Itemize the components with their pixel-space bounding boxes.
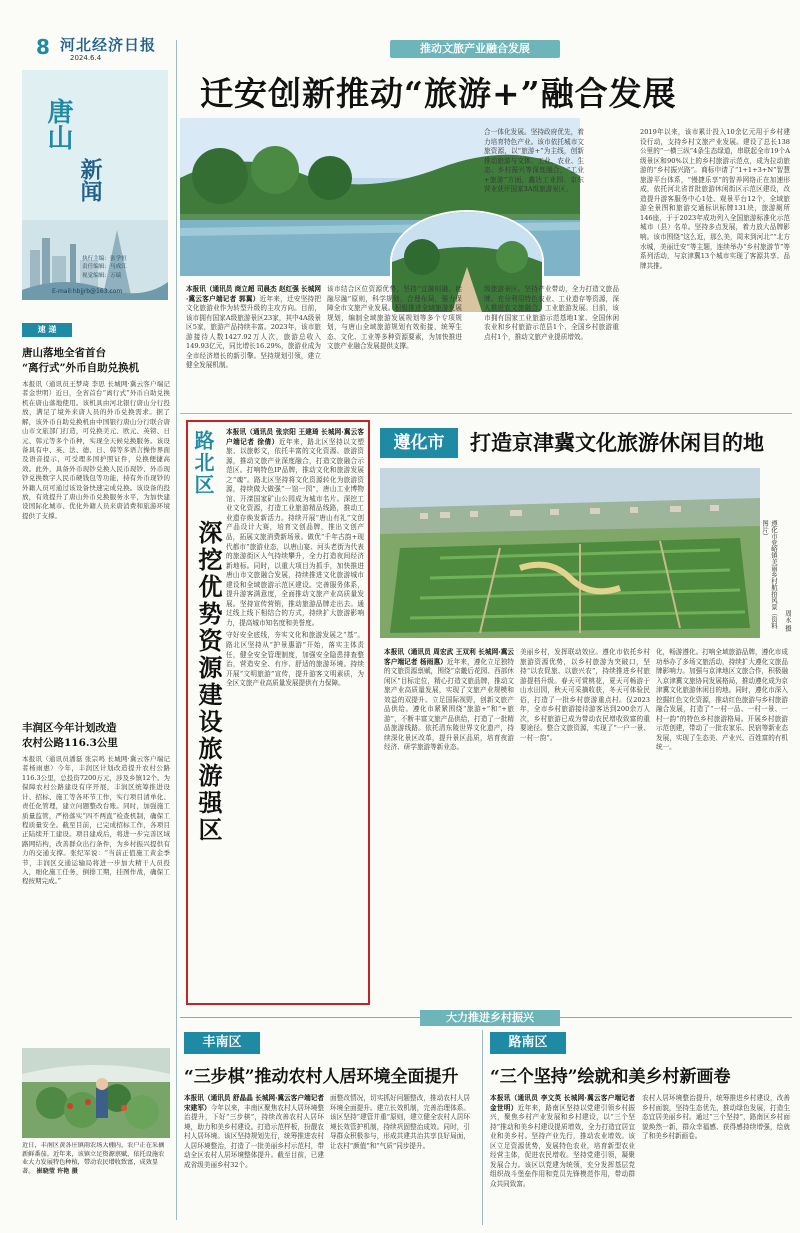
lunan-col-2: 农村人居环境整治提升，统筹推进乡村建设，改善乡村面貌，坚持生态优先，推动绿色发展，打造生态宜居美丽乡村。通过“三个坚持”，路南区乡村面貌焕然一新，群众幸福感、获得感持续增强，绘就了和美乡村新画卷。 <box>642 1094 790 1141</box>
editor-credits <box>82 255 166 280</box>
editor-line-2: 责任编辑：马成江 <box>82 264 127 271</box>
zunhua-col-1 <box>384 648 514 998</box>
fengnan-col-1-text: 今年以来，丰南区聚焦农村人居环境整治提升，下好“三步棋”，持续改善农村人居环境，助力和美乡村建设。打造示范样板，扮靓农村人居环境。该区坚持规划先行，统筹推进农村人居环境整治，打造了一批美丽乡村示范村，带动全区农村人居环境整体提升。截至目前，已建成省级美丽乡村32个。 <box>184 1103 324 1169</box>
top-col-5: 2019年以来，该市累计投入10余亿元用于乡村建设行动，支持乡村文旅产业发展。建设了总长138公里的“一横三纵”4条生态绿道，串联起全市19个A级景区和90%以上的乡村旅游示范点，成为拉动旅游的“乡村振兴路”。商标申请了“1+1+3+N”智慧旅游平台体系，“慢捷乐享”的智养网络正在加速形成，依托河北省首批旅游休闲街区示范区建设，改造提升游客服务中心1处、观景平台12个，全域旅游全景图和旅游交通标识标牌131块，旅游厕所146座，于于2023年成功列入全国旅游标准化示范城市（县）名单。坚持多点发展，着力放大品牌影响。该市围绕“这么近，那么美，周末到河北”“北方水城，美丽迁安”等主题，连续举办“乡村旅游节”等系列活动，与京津冀13个城市实现了客源共享、品牌共推。 <box>640 128 790 270</box>
page-header <box>0 0 180 60</box>
lubei-body <box>226 428 364 998</box>
page-number: 8 <box>36 35 50 59</box>
fengnan-byline: 本报讯（通讯员 舒晶晶 长城网·冀云客户端记者 宋建军） <box>184 1094 324 1112</box>
bottom-divider <box>482 1030 483 1225</box>
email-line: E-mail:hbjjrb@163.com <box>52 288 123 295</box>
story1-title-line2: “离行式”外币自助兑换机 <box>22 362 140 374</box>
top-col-2: 该市结合区位资源优势，坚持“宜融则融、能融尽融”原则，科学规划，合理布局，强力保障全市文旅产业发展。积极推进全域旅游发展规划，编制全域旅游发展规划等多个专项规划，与唐山全域旅游规划有效衔接，统筹生态、文化、工业等多种资源要素，为加快推进文旅产业融合发展提供支撑。 <box>327 285 462 351</box>
section-banner <box>22 70 168 300</box>
fengnan-col-1 <box>184 1094 324 1226</box>
lubei-vertical-title: 深挖优势资源建设旅游强区 <box>194 520 223 844</box>
editor-line-3: 视觉编辑：万瑞 <box>82 272 122 279</box>
zunhua-photo-caption: 遵化市党峪镇美丽乡村航拍风景（资料图片） <box>761 520 778 629</box>
lunan-headline: “三个坚持”绘就和美乡村新画卷 <box>490 1067 731 1087</box>
fengnan-label: 丰南区 <box>184 1032 260 1054</box>
zunhua-aerial-photo <box>380 468 760 638</box>
top-headline: 迁安创新推动“旅游+”融合发展 <box>200 74 677 113</box>
masthead: 河北经济日报 <box>60 36 157 54</box>
lubei-tail: 守好安全底线，夯实文化和旅游发展之“基”。路北区坚持从“护景惠游”开始，落实主体责任，健全安全管理制度，加强安全隐患排查整治，营造安全、有序、舒适的旅游环境。持续开展“文明旅游”宣传，提升游客文明素质，为全区文旅产业高质量发展提供有力保障。 <box>226 631 364 688</box>
greenhouse-caption-text: 近日，丰南区黄各庄镇雨农场大棚内，农户正在采摘新鲜番茄。近年来，该镇立足资源禀赋，依托设施农业大力发展特色种植，带动农民增收致富，成效显著。 <box>22 1142 165 1176</box>
zunhua-label: 遵化市 <box>380 428 458 458</box>
sidebar-story-2 <box>22 720 170 1050</box>
top-col-3: 级旅游景区。坚持产业带动，全力打造文旅品牌。充分利用特色农业、工业遗存等资源，深入推进农文旅融合、工业旅游发展。目前，该市拥有国家工业旅游示范基地1家、全国休闲农业和乡村旅游示范县1个、全国乡村旅游重点村1个，推动文旅产业提质增效。 <box>484 285 619 341</box>
section-vertical-label: 唐山 <box>43 98 73 150</box>
zunhua-byline: 本报讯（通讯员 周宏武 王双利 长城网·冀云客户端记者 杨雨惠） <box>384 648 514 666</box>
story2-title-line2: 农村公路116.3公里 <box>22 737 118 749</box>
greenhouse-caption <box>22 1142 170 1212</box>
greenhouse-photo <box>22 1048 170 1138</box>
lunan-label: 路南区 <box>490 1032 566 1054</box>
top-banner: 推动文旅产业融合发展 <box>390 40 560 58</box>
lubei-byline: 本报讯（通讯员 张宗阳 王建琦 长城网·冀云客户端记者 徐倩） <box>226 428 364 446</box>
sidebar-story-1 <box>22 345 170 737</box>
top-separator <box>180 413 792 414</box>
zunhua-col-2: 美丽乡村，发挥联动效应。遵化市依托乡村旅游资源优势，以乡村旅游为突破口，坚持“以农促旅、以旅兴农”，持续推进乡村旅游提档升级。春天可赏桃花，夏天可畅游于山水田园，秋天可采摘收获，冬天可体验民俗，打造了一批乡村旅游重点村。仅2023年，全市乡村旅游接待游客达到200余万人次，乡村旅游已成为带动农民增收致富的重要途径。整合文旅资源，实现了“一户一景、一村一韵”。 <box>520 648 650 742</box>
lunan-col-1 <box>490 1094 635 1226</box>
lunan-col-1-text: 近年来，路南区坚持以党建引领乡村振兴，聚焦乡村产业发展和乡村建设，以“三个坚持”推动和美乡村建设提质增效，全力打造宜居宜业和美乡村。坚持产业先行，推动农业增效。该区立足资源优势，发展特色农业，培育新型农业经营主体，促进农民增收。坚持党建引领，凝聚发展合力。该区以党建为统领，充分发挥基层党组织战斗堡垒作用和党员先锋模范作用，带动群众共同致富。 <box>490 1103 635 1188</box>
greenhouse-photo-credit: 崔晓莹 许艳 摄 <box>36 1168 78 1176</box>
editor-line-1: 执行主编：张学恒 <box>82 256 127 262</box>
lunan-byline: 本报讯（通讯员 李文英 长城网·冀云客户端记者 金世明） <box>490 1094 635 1112</box>
top-col-1 <box>186 285 321 405</box>
issue-date: 2024.6.4 <box>70 54 102 62</box>
lubei-vertical-label: 路北区 <box>191 430 215 496</box>
lubei-body-text: 近年来，路北区坚持以文塑旅、以旅彰文，依托丰富的文化资源、旅游资源，推动文旅产业深度融合，打造文旅融合示范区。打响特色IP品牌，推动文化和旅游发展之“魂”。路北区坚持将文化资源转化为旅游资源，持续做大做强“一馆一园”，唐山工业博物馆、开滦国家矿山公园成为城市名片。深挖工业文化资源，打造工业旅游精品线路，推动工业遗存焕发新活力。持续开展“唐山有礼”文创产品设计大赛，培育文创品牌，推出文创产品，拓展文旅消费新场景。做优“千年古韵+现代都市”旅游业态，以唐山宴、河头老街为代表的旅游街区人气持续攀升，全力打造夜间经济新地标。同时，以重大项目为抓手，加快推进唐山市文旅融合发展，持续推进文化旅游城市建设和全域旅游示范区建设。完善服务体系，提升游客满意度，全面推动文旅产业高质量发展。坚持宣传营销，推动旅游品牌走出去。通过线上线下相结合的方式，持续扩大旅游影响力，提高城市知名度和美誉度。 <box>226 437 364 627</box>
section-news-label: 新闻 <box>77 158 103 202</box>
fengnan-headline: “三步棋”推动农村人居环境全面提升 <box>184 1067 459 1087</box>
fengnan-col-2: 面整改情况，切实抓好问题整改，推动农村人居环境全面提升。建立长效机制，完善治理体系。该区坚持“建管并重”原则，建立健全农村人居环境长效管护机制，持续巩固整治成效。同时，引导群众积极参与，形成共建共治共享良好局面，让农村“颜值”和“气质”同步提升。 <box>330 1094 470 1150</box>
zunhua-col-3: 化，畅游遵化。打响全域旅游品牌，遵化市成功举办了多场文旅活动，持续扩大遵化文旅品牌影响力。加强与京津地区文旅合作，积极融入京津冀文旅协同发展格局，推动遵化成为京津冀文化旅游休闲目的地。同时，遵化市深入挖掘红色文化资源，推动红色旅游与乡村旅游融合发展，打造了“一村一品、一村一景、一村一韵”的特色乡村旅游格局。开展乡村旅游示范创建，带动了一批农家乐、民宿等新业态发展，实现了生态美、产业兴、百姓富的有机统一。 <box>656 648 788 752</box>
sidebar-divider <box>176 40 177 1220</box>
top-col-4: 合一体化发展。坚持政府优先，着力培育特色产业。该市依托城市文旅资源，以“旅游+”为主线，创新推动旅游与文体、工业、农业、生态、乡村振兴等深度融合，“工业+旅游”方面，鑫达工业园、京东营业获评国家3A级旅游景区。 <box>484 128 584 194</box>
story1-title-line1: 唐山落地全省首台 <box>22 347 106 359</box>
zunhua-headline: 打造京津冀文化旅游休闲目的地 <box>470 430 764 455</box>
bottom-banner: 大力推进乡村振兴 <box>420 1010 560 1026</box>
top-byline: 本报讯（通讯员 商立超 司晨杰 赵红强 长城网·冀云客户端记者 郭翼） <box>186 285 321 303</box>
story1-body: 本报讯（通讯员王梦琦 李思 长城网·冀云客户端记者金世明）近日，全省首台“离行式”外币自助兑换机在唐山落地使用。该机具由河北银行唐山分行投放，满足了境外来唐人员的外币兑换需求。据了解，该外币自助兑换机由中国银行唐山分行联合唐山市文旅部门打造，可兑换美元、欧元、英镑、日元、韩元等多个币种，实现全天候兑换服务。该设备具有中、英、法、德、日、韩等多语言操作界面及语音提示，可受理多国护照证件，兑换便捷高效。此外，具备外币现钞兑换人民币现钞、外币现钞兑换数字人民币硬钱包等功能，持有外币现钞的外籍人员可通过该设备快速完成兑换。该设备的投放，有效提升了唐山外币兑换服务水平，为加快建设国际化城市、优化外籍人员来唐消费和旅游环境提供了支撑。 <box>22 380 170 520</box>
sidebar-tag: 速 递 <box>22 323 72 337</box>
zunhua-photo-credit: 周永 摄 <box>784 610 792 632</box>
story2-title-line1: 丰润区今年计划改造 <box>22 722 117 734</box>
top-col-1-text: 近年来，迁安坚持把文化旅游业作为转型升级的主攻方向。目前，该市拥有国家A级旅游景区23家，其中4A级景区5家，旅游产品持续丰富。2023年，该市旅游接待人数1427.92万人次，旅游总收入149.93亿元，同比增长16.29%，旅游业成为全市经济增长的新引擎。坚持规划引领，建立健全发展机制。 <box>186 294 321 370</box>
story2-body: 本报讯（通讯员潘磊 张宗鸣 长城网·冀云客户端记者杨雨惠）今年，丰润区计划改造提升农村公路116.3公里，总投资7200万元，涉及乡镇12个。为保障农村公路建设有序开展，丰润区统筹推进设计、招标、施工等各环节工作，实行项目清单化、责任化管理，建立问题整改台账。同时，加强施工质量监管，严格落实“四不两直”检查机制，确保工程质量安全。截至目前，已完成招标工作，各项目正陆续开工建设。项目建成后，将进一步完善区域路网结构，改善群众出行条件，为乡村振兴提供有力的交通支撑。张纪军说：“当前正值施工黄金季节，丰润区交通运输局将进一步加大精干人员投入，细化施工任务，倒排工期，挂图作战，确保工程按期完成。” <box>22 755 170 886</box>
zunhua-col-1-text: 近年来，遵化立足独特的文旅资源禀赋，围绕“京畿后花园、西部休闲区”目标定位，精心打造文旅品牌，推动文旅产业高质量发展，实现了文旅产业规模和效益的双提升。立足国际视野，创新文旅产品供给。遵化市紧紧围绕“旅游+”和“+旅游”，不断丰富文旅产品供给，打造了一批精品旅游线路。依托清东陵世界文化遗产，持续深化景区改革，提升景区品质，培育夜游经济、研学旅游等新业态。 <box>384 657 514 752</box>
